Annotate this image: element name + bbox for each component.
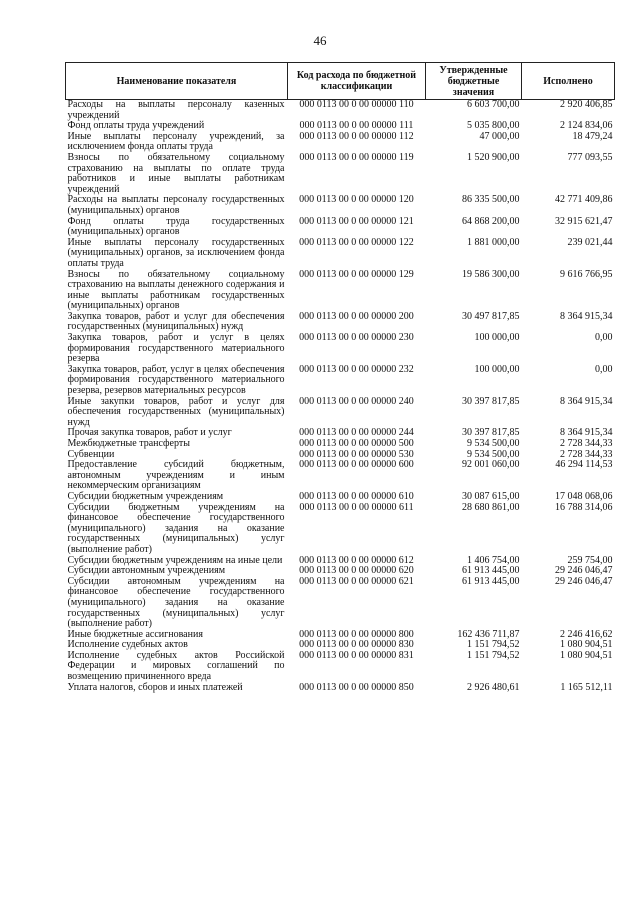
budget-code-cell: 000 0113 00 0 00 00000 610	[299, 490, 414, 502]
executed-value-cell: 17 048 068,06	[555, 490, 613, 502]
indicator-name-cell: Иные выплаты персоналу государственных (муниципальных) органов, за исключением фонда оплаты труда	[67, 236, 285, 269]
approved-value-cell: 61 913 445,00	[462, 575, 520, 587]
budget-code-cell: 000 0113 00 0 00 00000 850	[299, 681, 414, 693]
table-row	[66, 312, 615, 333]
budget-code-cell: 000 0113 00 0 00 00000 500	[299, 438, 414, 449]
approved-value-cell: 30 397 817,85	[462, 395, 520, 407]
executed-value-cell: 1 080 904,51	[560, 639, 613, 651]
budget-code-cell: 000 0113 00 0 00 00000 121	[299, 215, 414, 227]
table-row	[66, 503, 615, 556]
indicator-name-cell: Межбюджетные трансферты	[67, 438, 190, 449]
indicator-name-cell: Субсидии бюджетным учреждениям	[67, 490, 224, 502]
approved-value-cell: 1 406 754,00	[467, 554, 520, 566]
approved-value-cell: 1 151 794,52	[467, 649, 520, 661]
table-row	[66, 492, 615, 503]
budget-code-cell: 000 0113 00 0 00 00000 611	[299, 501, 414, 513]
approved-value-cell: 5 035 800,00	[467, 120, 520, 132]
executed-value-cell: 29 246 046,47	[555, 575, 613, 587]
approved-value-cell: 1 520 900,00	[467, 151, 520, 163]
indicator-name-cell: Фонд оплаты труда государственных (муниципальных) органов	[67, 215, 285, 238]
approved-value-cell: 30 497 817,85	[462, 310, 520, 322]
executed-value-cell: 46 294 114,53	[555, 459, 613, 471]
budget-code-cell: 000 0113 00 0 00 00000 120	[299, 194, 414, 206]
indicator-name-cell: Исполнение судебных актов	[67, 639, 188, 651]
indicator-name-cell: Субсидии бюджетным учреждениям на финансовое обеспечение государственного (муниципального) задания на оказание государственных (муниципальных) услуг (выполнение работ)	[67, 501, 285, 555]
indicator-name-cell: Расходы на выплаты персоналу казенных учреждений	[67, 99, 285, 121]
approved-value-cell: 9 534 500,00	[467, 448, 520, 460]
indicator-name-cell: Закупка товаров, работ и услуг в целях формирования государственного материального резерва	[67, 332, 285, 365]
approved-value-cell: 2 926 480,61	[467, 681, 520, 693]
budget-code-cell: 000 0113 00 0 00 00000 530	[299, 448, 414, 460]
approved-value-cell: 30 397 817,85	[462, 427, 520, 439]
approved-value-cell: 19 586 300,00	[462, 268, 520, 280]
executed-value-cell: 29 246 046,47	[555, 565, 613, 577]
approved-value-cell: 1 151 794,52	[467, 639, 520, 651]
header-approved-values: Утвержденные бюджетные значения	[426, 63, 522, 100]
header-budget-code: Код расхода по бюджетной классификации	[288, 63, 426, 100]
approved-value-cell: 9 534 500,00	[467, 438, 520, 449]
budget-code-cell: 000 0113 00 0 00 00000 800	[299, 628, 414, 640]
executed-value-cell: 1 165 512,11	[560, 681, 613, 693]
budget-code-cell: 000 0113 00 0 00 00000 230	[299, 332, 414, 344]
approved-value-cell: 100 000,00	[474, 363, 520, 375]
approved-value-cell: 162 436 711,87	[457, 628, 520, 640]
table-row	[66, 683, 615, 694]
approved-value-cell: 100 000,00	[474, 332, 520, 344]
executed-value-cell: 2 246 416,62	[560, 628, 613, 640]
indicator-name-cell: Прочая закупка товаров, работ и услуг	[67, 427, 232, 439]
indicator-name-cell: Иные бюджетные ассигнования	[67, 628, 203, 640]
table-row	[66, 238, 615, 270]
approved-value-cell: 64 868 200,00	[462, 215, 520, 227]
indicator-name-cell: Субсидии автономным учреждениям на финансовое обеспечение государственного (муниципального) задания на оказание государственных (муниципальных) услуг (выполнение работ)	[67, 575, 285, 630]
table-row	[66, 100, 615, 122]
budget-code-cell: 000 0113 00 0 00 00000 111	[299, 120, 414, 132]
executed-value-cell: 1 080 904,51	[560, 649, 613, 661]
executed-value-cell: 0,00	[595, 363, 613, 375]
budget-code-cell: 000 0113 00 0 00 00000 122	[299, 236, 414, 248]
table-row	[66, 397, 615, 429]
table-row	[66, 195, 615, 216]
budget-code-cell: 000 0113 00 0 00 00000 600	[299, 459, 414, 471]
indicator-name-cell: Взносы по обязательному социальному страхованию на выплаты денежного содержания и иные выплаты работникам государственных (муниципальных) органов	[67, 268, 285, 312]
executed-value-cell: 8 364 915,34	[560, 395, 613, 407]
executed-value-cell: 32 915 621,47	[555, 215, 613, 227]
approved-value-cell: 86 335 500,00	[462, 194, 520, 206]
budget-code-cell: 000 0113 00 0 00 00000 200	[299, 310, 414, 322]
budget-code-cell: 000 0113 00 0 00 00000 129	[299, 268, 414, 280]
budget-code-cell: 000 0113 00 0 00 00000 621	[299, 575, 414, 587]
approved-value-cell: 47 000,00	[479, 130, 520, 142]
executed-value-cell: 239 021,44	[567, 236, 613, 248]
header-executed: Исполнено	[522, 63, 615, 100]
table-row	[66, 270, 615, 312]
executed-value-cell: 9 616 766,95	[560, 268, 613, 280]
approved-value-cell: 92 001 060,00	[462, 459, 520, 471]
table-row	[66, 577, 615, 630]
indicator-name-cell: Субсидии бюджетным учреждениям на иные цели	[67, 554, 283, 566]
executed-value-cell: 8 364 915,34	[560, 310, 613, 322]
budget-code-cell: 000 0113 00 0 00 00000 612	[299, 554, 414, 566]
executed-value-cell: 2 728 344,33	[560, 438, 613, 449]
indicator-name-cell: Фонд оплаты труда учреждений	[67, 120, 205, 132]
approved-value-cell: 28 680 861,00	[462, 501, 520, 513]
budget-code-cell: 000 0113 00 0 00 00000 110	[299, 99, 414, 110]
table-body	[66, 100, 615, 694]
table-row	[66, 439, 615, 450]
table-row	[66, 651, 615, 683]
table-header-row	[66, 63, 615, 100]
approved-value-cell: 61 913 445,00	[462, 565, 520, 577]
budget-code-cell: 000 0113 00 0 00 00000 119	[299, 151, 414, 163]
budget-execution-table	[65, 62, 615, 693]
budget-code-cell: 000 0113 00 0 00 00000 831	[299, 649, 414, 661]
approved-value-cell: 30 087 615,00	[462, 490, 520, 502]
approved-value-cell: 6 603 700,00	[467, 99, 520, 110]
executed-value-cell: 0,00	[595, 332, 613, 344]
table-row	[66, 132, 615, 153]
executed-value-cell: 777 093,55	[567, 151, 613, 163]
executed-value-cell: 259 754,00	[567, 554, 613, 566]
table-row	[66, 217, 615, 238]
indicator-name-cell: Предоставление субсидий бюджетным, автономным учреждениям и иным некоммерческим организациям	[67, 459, 285, 492]
indicator-name-cell: Уплата налогов, сборов и иных платежей	[67, 681, 243, 693]
executed-value-cell: 16 788 314,06	[555, 501, 613, 513]
table-row	[66, 365, 615, 397]
indicator-name-cell: Субвенции	[67, 448, 115, 460]
header-indicator-name: Наименование показателя	[66, 63, 288, 100]
table-row	[66, 333, 615, 365]
indicator-name-cell: Закупка товаров, работ и услуг для обеспечения государственных (муниципальных) нужд	[67, 310, 285, 333]
indicator-name-cell: Расходы на выплаты персоналу государственных (муниципальных) органов	[67, 194, 285, 216]
indicator-name-cell: Исполнение судебных актов Российской Федерации и мировых соглашений по возмещению причиненного вреда	[67, 649, 285, 683]
budget-code-cell: 000 0113 00 0 00 00000 620	[299, 565, 414, 577]
executed-value-cell: 42 771 409,86	[555, 194, 613, 206]
executed-value-cell: 18 479,24	[572, 130, 613, 142]
budget-code-cell: 000 0113 00 0 00 00000 244	[299, 427, 414, 439]
indicator-name-cell: Закупка товаров, работ, услуг в целях обеспечения формирования государственного материального резерва, резервов материальных ресурсов	[67, 363, 285, 397]
budget-code-cell: 000 0113 00 0 00 00000 240	[299, 395, 414, 407]
page-number: 46	[313, 33, 327, 48]
indicator-name-cell: Субсидии автономным учреждениям	[67, 565, 226, 577]
executed-value-cell: 2 920 406,85	[560, 99, 613, 110]
budget-code-cell: 000 0113 00 0 00 00000 112	[299, 130, 414, 142]
budget-code-cell: 000 0113 00 0 00 00000 830	[299, 639, 414, 651]
table-row	[66, 153, 615, 195]
approved-value-cell: 1 881 000,00	[467, 236, 520, 248]
budget-code-cell: 000 0113 00 0 00 00000 232	[299, 363, 414, 375]
executed-value-cell: 8 364 915,34	[560, 427, 613, 439]
indicator-name-cell: Иные закупки товаров, работ и услуг для обеспечения государственных (муниципальных) нужд	[67, 395, 285, 428]
indicator-name-cell: Взносы по обязательному социальному страхованию на выплаты по оплате труда работников и иные выплаты работникам учреждений	[67, 151, 285, 195]
executed-value-cell: 2 728 344,33	[560, 448, 613, 460]
indicator-name-cell: Иные выплаты персоналу учреждений, за исключением фонда оплаты труда	[67, 130, 285, 153]
executed-value-cell: 2 124 834,06	[560, 120, 613, 132]
table-row	[66, 460, 615, 492]
